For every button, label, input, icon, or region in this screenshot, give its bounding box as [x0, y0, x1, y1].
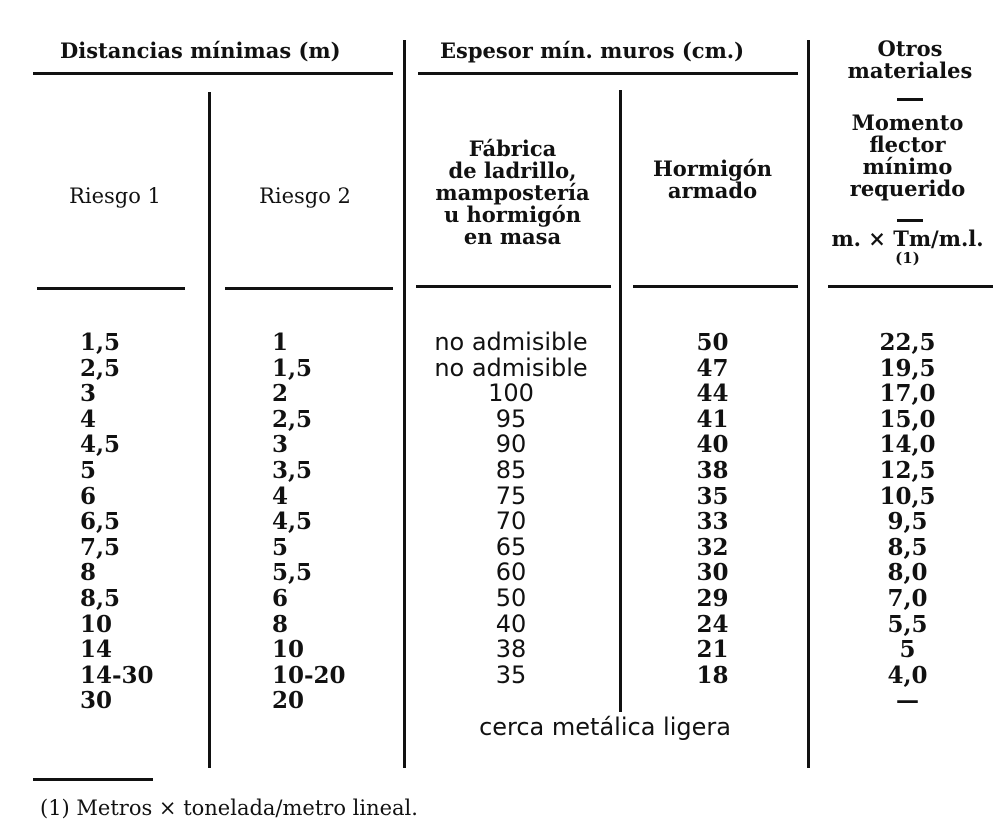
header-fabrica-line: u hormigón	[443, 202, 582, 227]
cell-momento: 19,5	[879, 354, 936, 382]
cell-riesgo2: 10	[272, 636, 305, 664]
footnote: (1) Metros × tonelada/metro lineal.	[40, 796, 418, 820]
rule-riesgo1	[37, 287, 185, 290]
rule-footnote	[33, 778, 153, 781]
rule-riesgo2	[225, 287, 393, 290]
header-riesgo2: Riesgo 2	[259, 184, 351, 208]
cell-riesgo1: 10	[80, 610, 113, 638]
header-hormigon-line: Hormigón	[652, 156, 773, 181]
header-unidad: m. × Tm/m.l.	[831, 226, 984, 251]
cell-momento: 8,0	[887, 559, 928, 587]
header-momento-line: Momento	[851, 110, 964, 135]
cell-riesgo2: 2,5	[272, 405, 313, 433]
vrule-espesor	[619, 90, 622, 712]
cell-momento: 10,5	[879, 482, 936, 510]
cell-riesgo2: 3	[272, 431, 289, 459]
cell-hormigon: 40	[696, 431, 729, 459]
cell-fabrica: 70	[495, 507, 527, 536]
cell-hormigon: 44	[696, 380, 729, 408]
cell-fabrica: 75	[495, 481, 527, 510]
rule-espesor	[418, 72, 798, 75]
col-riesgo2	[272, 330, 392, 714]
header-fabrica-line: Fábrica	[468, 136, 557, 161]
cell-riesgo1: 4	[80, 405, 97, 433]
vrule-left	[403, 40, 406, 768]
cell-fabrica: 90	[495, 430, 527, 459]
cell-fabrica: 95	[495, 404, 527, 433]
header-momento	[820, 112, 995, 200]
cell-hormigon: 33	[696, 508, 729, 536]
header-espesor: Espesor mín. muros (cm.)	[440, 38, 745, 63]
cell-fabrica: 40	[495, 609, 527, 638]
cell-riesgo1: 3	[80, 380, 97, 408]
cell-hormigon: 32	[696, 533, 729, 561]
cell-hormigon: 38	[696, 456, 729, 484]
cell-riesgo2: 4	[272, 482, 289, 510]
cell-riesgo1: 4,5	[80, 431, 121, 459]
header-distancias: Distancias mínimas (m)	[60, 38, 341, 63]
cell-riesgo2: 3,5	[272, 456, 313, 484]
cell-momento: 22,5	[879, 329, 936, 356]
cell-momento: 4,0	[887, 661, 928, 689]
cell-hormigon: 24	[696, 610, 729, 638]
cell-riesgo1: 2,5	[80, 354, 121, 382]
cell-momento: 15,0	[879, 405, 936, 433]
cell-momento: 5	[899, 636, 916, 664]
header-unidad-nota: (1)	[895, 249, 920, 267]
cell-momento: 8,5	[887, 533, 928, 561]
header-otros-line2: materiales	[847, 58, 973, 83]
header-momento-line: requerido	[849, 176, 966, 201]
cell-riesgo1: 6,5	[80, 508, 121, 536]
cell-hormigon: 47	[696, 354, 729, 382]
cell-riesgo1: 1,5	[80, 329, 121, 356]
header-fabrica-line: de ladrillo,	[448, 158, 577, 183]
cell-riesgo2: 2	[272, 380, 289, 408]
cell-hormigon: 21	[696, 636, 729, 664]
cell-hormigon: 41	[696, 405, 729, 433]
cell-momento: 9,5	[887, 508, 928, 536]
cell-hormigon: 18	[696, 661, 729, 689]
cell-riesgo2: 1,5	[272, 354, 313, 382]
cell-riesgo2: 4,5	[272, 508, 313, 536]
header-momento-line: mínimo	[862, 154, 953, 179]
header-momento-line: flector	[869, 132, 946, 157]
cell-hormigon: 30	[696, 559, 729, 587]
cell-momento: 5,5	[887, 610, 928, 638]
rule-momento	[828, 285, 993, 288]
cell-fabrica: 60	[495, 558, 527, 587]
cell-fabrica: 35	[495, 660, 527, 689]
header-otros-line1: Otros	[877, 36, 943, 61]
cell-fabrica: no admisible	[434, 328, 588, 356]
rule-fabrica	[416, 285, 611, 288]
header-otros	[830, 38, 990, 82]
header-fabrica-line: en masa	[463, 224, 562, 249]
header-hormigon-line: armado	[667, 178, 758, 203]
rule-hormigon	[633, 285, 798, 288]
cell-riesgo1: 7,5	[80, 533, 121, 561]
cell-riesgo2: 20	[272, 687, 305, 715]
cell-riesgo1: 5	[80, 456, 97, 484]
cell-hormigon: 35	[696, 482, 729, 510]
cell-hormigon: 50	[696, 329, 729, 356]
cell-riesgo1: 8,5	[80, 584, 121, 612]
cell-riesgo1: 30	[80, 687, 113, 715]
cell-fabrica: 38	[495, 635, 527, 664]
col-fabrica	[408, 330, 614, 688]
header-fabrica-line: mampostería	[435, 180, 590, 205]
rule-distancias	[33, 72, 393, 75]
cell-riesgo2: 5,5	[272, 559, 313, 587]
cell-fabrica: 100	[488, 379, 534, 408]
cell-momento: 14,0	[879, 431, 936, 459]
cell-riesgo1: 14	[80, 636, 113, 664]
header-hormigon	[630, 158, 795, 202]
cell-riesgo1: 14-30	[80, 661, 154, 689]
col-momento	[820, 330, 995, 714]
cell-riesgo2: 8	[272, 610, 289, 638]
cell-fabrica: 85	[495, 455, 527, 484]
header-riesgo1: Riesgo 1	[69, 184, 161, 208]
cell-momento: 12,5	[879, 456, 936, 484]
cell-riesgo1: 8	[80, 559, 97, 587]
rule-otros-dash	[897, 98, 923, 101]
cell-riesgo2: 6	[272, 584, 289, 612]
vrule-right	[807, 40, 810, 768]
cell-riesgo2: 10-20	[272, 661, 346, 689]
vrule-riesgo	[208, 92, 211, 768]
cell-momento: 17,0	[879, 380, 936, 408]
cell-cerca-metalica: cerca metálica ligera	[479, 713, 731, 741]
rule-momento-dash	[897, 219, 923, 222]
header-fabrica	[410, 138, 615, 248]
col-hormigon	[630, 330, 795, 688]
col-riesgo1	[80, 330, 200, 714]
cell-fabrica: 50	[495, 583, 527, 612]
cell-riesgo2: 1	[272, 329, 289, 356]
cell-momento: 7,0	[887, 584, 928, 612]
cell-momento: —	[896, 687, 919, 715]
cell-riesgo1: 6	[80, 482, 97, 510]
cell-fabrica: 65	[495, 532, 527, 561]
cell-hormigon: 29	[696, 584, 729, 612]
cell-fabrica: no admisible	[434, 353, 588, 382]
cell-riesgo2: 5	[272, 533, 289, 561]
